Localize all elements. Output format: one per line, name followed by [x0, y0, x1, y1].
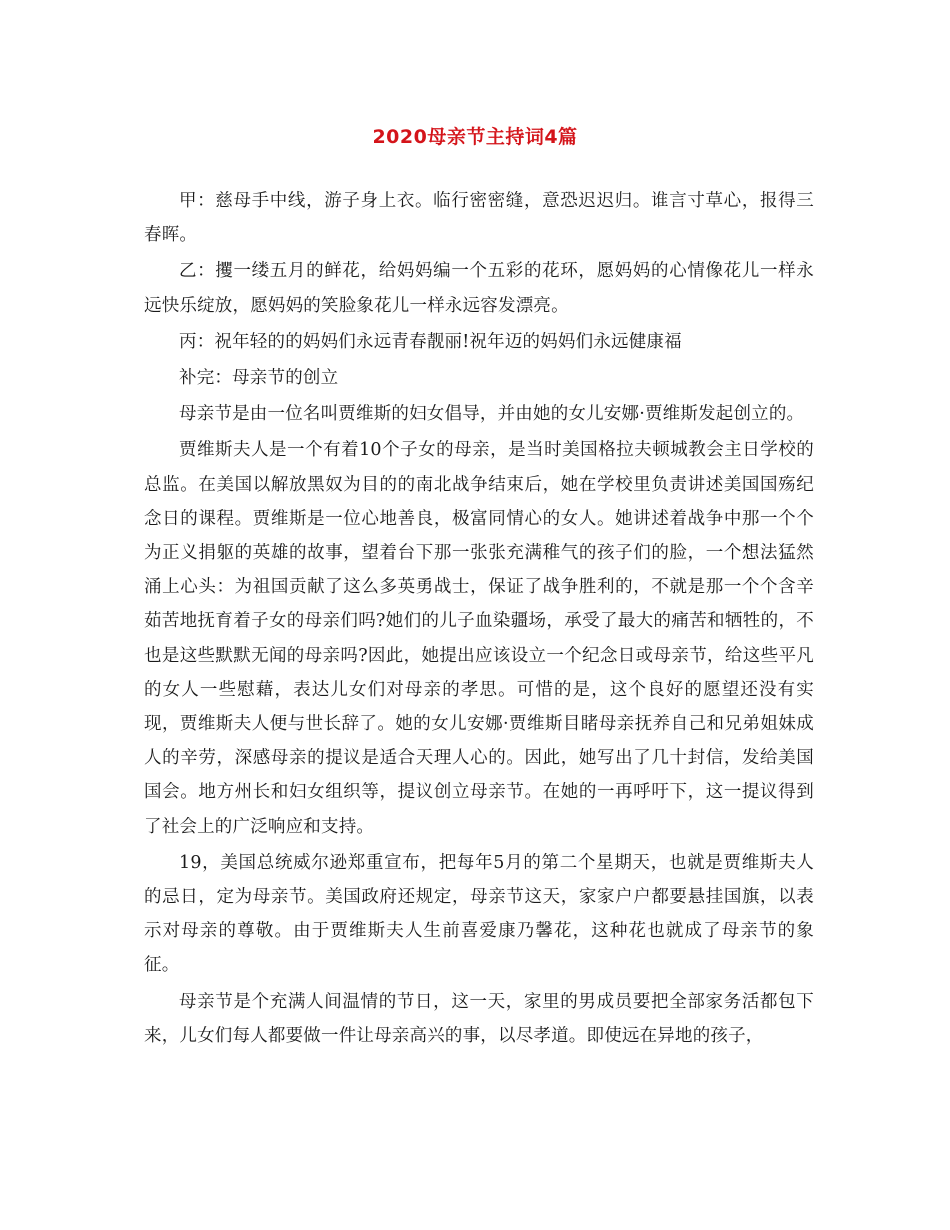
paragraph-yi: 乙：攫一缕五月的鲜花，给妈妈编一个五彩的花环，愿妈妈的心情像花儿一样永远快乐绽放，愿妈妈的笑脸象花儿一样永远容发漂亮。 — [144, 261, 814, 316]
paragraph-jia: 甲：慈母手中线，游子身上衣。临行密密缝，意恐迟迟归。谁言寸草心，报得三春晖。 — [144, 191, 814, 246]
paragraph-jarvis-story: 贾维斯夫人是一个有着10个子女的母亲，是当时美国格拉夫顿城教会主日学校的总监。在美国以解放黑奴为目的的南北战争结束后，她在学校里负责讲述美国国殇纪念日的课程。贾维斯是一位心地善良，极富同情心的女人。她讲述着战争中那一个个为正义捐躯的英雄的故事，望着台下那一张张充满稚气的孩子们的脸，一个想法猛然涌上心头：为祖国贡献了这么多英勇战士，保证了战争胜利的，不就是那一个个含辛茹苦地抚育着子女的母亲们吗?她们的儿子血染疆场，承受了最大的痛苦和牺牲的，不也是这些默默无闻的母亲吗?因此，她提出应该设立一个纪念日或母亲节，给这些平凡的女人一些慰藉，表达儿女们对母亲的孝思。可惜的是，这个良好的愿望还没有实现，贾维斯夫人便与世长辞了。她的女儿安娜·贾维斯目睹母亲抚养自己和兄弟姐妹成人的辛劳，深感母亲的提议是适合天理人心的。因此，她写出了几十封信，发给美国国会。地方州长和妇女组织等，提议创立母亲节。在她的一再呼吁下，这一提议得到了社会上的广泛响应和支持。 — [144, 440, 814, 837]
paragraph-bing: 丙：祝年轻的的妈妈们永远青春靓丽!祝年迈的妈妈们永远健康福 — [179, 331, 682, 352]
paragraph-wilson-declaration: 19，美国总统威尔逊郑重宣布，把每年5月的第二个星期天，也就是贾维斯夫人的忌日，定为母亲节。美国政府还规定，母亲节这天，家家户户都要悬挂国旗，以表示对母亲的尊敬。由于贾维斯夫人生前喜爱康乃馨花，这种花也就成了母亲节的象征。 — [144, 852, 814, 976]
paragraph-supplement-heading: 补完：母亲节的创立 — [179, 368, 339, 389]
paragraph-holiday-customs: 母亲节是个充满人间温情的节日，这一天，家里的男成员要把全部家务活都包下来，儿女们每人都要做一件让母亲高兴的事，以尽孝道。即使远在异地的孩子， — [144, 991, 814, 1046]
paragraph-origin: 母亲节是由一位名叫贾维斯的妇女倡导，并由她的女儿安娜·贾维斯发起创立的。 — [179, 404, 805, 425]
document-body — [144, 184, 814, 1055]
document-title: 2020母亲节主持词4篇 — [372, 126, 578, 148]
